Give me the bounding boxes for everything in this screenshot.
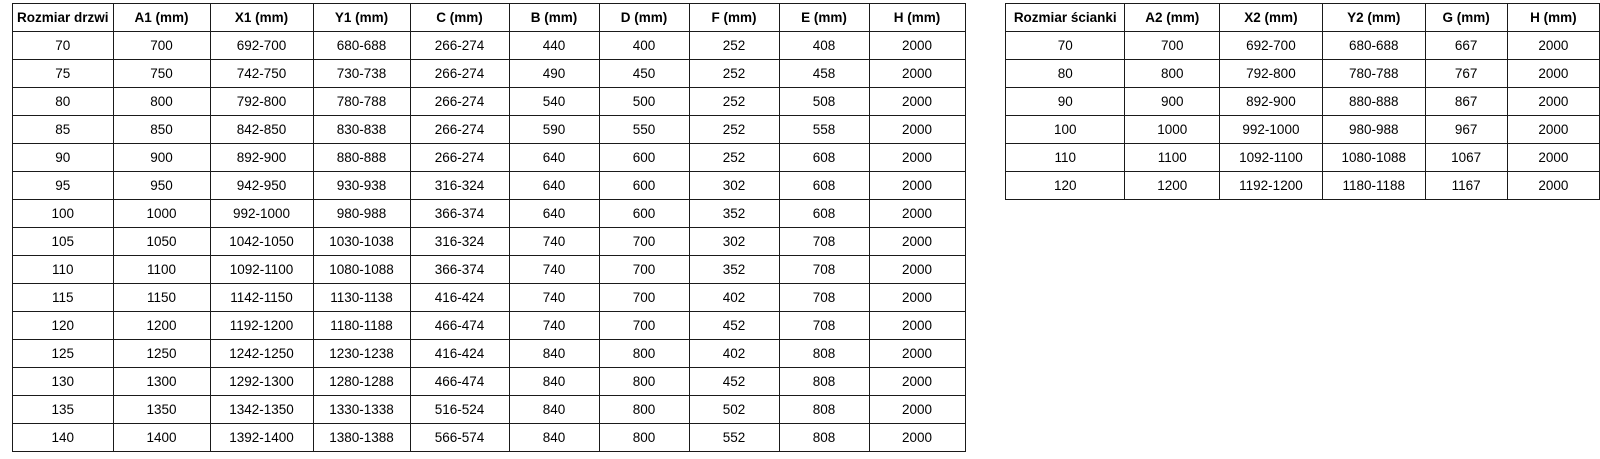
table-cell: 516-524 (410, 396, 509, 424)
table-cell: 2000 (869, 32, 965, 60)
table-cell: 1230-1238 (313, 340, 410, 368)
table-cell: 2000 (869, 88, 965, 116)
table-cell: 252 (689, 32, 779, 60)
table-row (13, 312, 966, 340)
table-cell: 105 (13, 228, 114, 256)
table-cell: 1400 (113, 424, 210, 452)
table-cell: 500 (599, 88, 689, 116)
walls-column-header: G (mm) (1425, 4, 1507, 32)
table-row (1006, 32, 1600, 60)
table-cell: 450 (599, 60, 689, 88)
table-cell: 2000 (869, 340, 965, 368)
table-cell: 680-688 (1322, 32, 1425, 60)
table-cell: 708 (779, 284, 869, 312)
table-cell: 700 (599, 228, 689, 256)
table-cell: 930-938 (313, 172, 410, 200)
table-cell: 2000 (869, 60, 965, 88)
doors-column-header: F (mm) (689, 4, 779, 32)
table-row (1006, 144, 1600, 172)
table-cell: 2000 (869, 284, 965, 312)
table-cell: 502 (689, 396, 779, 424)
table-cell: 1300 (113, 368, 210, 396)
table-row (1006, 116, 1600, 144)
table-cell: 1200 (113, 312, 210, 340)
table-cell: 1180-1188 (1322, 172, 1425, 200)
table-cell: 2000 (1507, 116, 1599, 144)
table-cell: 700 (599, 284, 689, 312)
table-cell: 316-324 (410, 172, 509, 200)
table-cell: 800 (1125, 60, 1220, 88)
table-row (1006, 172, 1600, 200)
table-row (13, 396, 966, 424)
table-cell: 416-424 (410, 340, 509, 368)
table-cell: 700 (599, 312, 689, 340)
table-cell: 2000 (1507, 172, 1599, 200)
table-cell: 792-800 (1220, 60, 1323, 88)
table-cell: 1392-1400 (210, 424, 313, 452)
table-cell: 740 (509, 284, 599, 312)
table-cell: 266-274 (410, 60, 509, 88)
table-cell: 880-888 (313, 144, 410, 172)
table-cell: 252 (689, 144, 779, 172)
table-row (13, 200, 966, 228)
table-cell: 140 (13, 424, 114, 452)
doors-dimensions-table-container (12, 3, 966, 452)
table-cell: 708 (779, 228, 869, 256)
table-cell: 980-988 (1322, 116, 1425, 144)
table-cell: 110 (13, 256, 114, 284)
table-cell: 792-800 (210, 88, 313, 116)
table-cell: 252 (689, 88, 779, 116)
table-cell: 1380-1388 (313, 424, 410, 452)
table-cell: 808 (779, 368, 869, 396)
table-cell: 1130-1138 (313, 284, 410, 312)
table-cell: 608 (779, 144, 869, 172)
walls-column-header: X2 (mm) (1220, 4, 1323, 32)
table-cell: 840 (509, 424, 599, 452)
table-cell: 1050 (113, 228, 210, 256)
table-cell: 740 (509, 228, 599, 256)
table-cell: 640 (509, 172, 599, 200)
table-row (13, 88, 966, 116)
doors-column-header: H (mm) (869, 4, 965, 32)
table-row (13, 60, 966, 88)
table-cell: 466-474 (410, 312, 509, 340)
table-cell: 800 (599, 340, 689, 368)
doors-column-header: D (mm) (599, 4, 689, 32)
table-cell: 608 (779, 172, 869, 200)
table-cell: 740 (509, 312, 599, 340)
walls-dimensions-table (1005, 3, 1600, 200)
table-cell: 1042-1050 (210, 228, 313, 256)
table-cell: 680-688 (313, 32, 410, 60)
table-cell: 2000 (869, 368, 965, 396)
table-cell: 892-900 (1220, 88, 1323, 116)
table-cell: 316-324 (410, 228, 509, 256)
doors-dimensions-table (12, 3, 966, 452)
table-cell: 2000 (1507, 60, 1599, 88)
table-cell: 2000 (869, 172, 965, 200)
table-cell: 95 (13, 172, 114, 200)
table-cell: 800 (599, 424, 689, 452)
table-cell: 708 (779, 312, 869, 340)
table-cell: 266-274 (410, 88, 509, 116)
table-cell: 130 (13, 368, 114, 396)
table-cell: 700 (599, 256, 689, 284)
doors-column-header: Rozmiar drzwi (13, 4, 114, 32)
table-cell: 402 (689, 284, 779, 312)
table-cell: 266-274 (410, 116, 509, 144)
table-cell: 742-750 (210, 60, 313, 88)
table-cell: 1167 (1425, 172, 1507, 200)
table-cell: 75 (13, 60, 114, 88)
table-cell: 808 (779, 340, 869, 368)
table-cell: 880-888 (1322, 88, 1425, 116)
table-row (13, 116, 966, 144)
table-cell: 967 (1425, 116, 1507, 144)
table-cell: 252 (689, 60, 779, 88)
table-cell: 992-1000 (210, 200, 313, 228)
table-row (13, 256, 966, 284)
table-cell: 552 (689, 424, 779, 452)
table-cell: 1330-1338 (313, 396, 410, 424)
table-cell: 490 (509, 60, 599, 88)
table-cell: 800 (599, 396, 689, 424)
table-cell: 2000 (1507, 32, 1599, 60)
table-cell: 302 (689, 172, 779, 200)
table-cell: 850 (113, 116, 210, 144)
doors-column-header: A1 (mm) (113, 4, 210, 32)
table-cell: 1150 (113, 284, 210, 312)
table-cell: 1080-1088 (1322, 144, 1425, 172)
table-cell: 452 (689, 312, 779, 340)
table-cell: 840 (509, 396, 599, 424)
table-cell: 708 (779, 256, 869, 284)
table-cell: 600 (599, 172, 689, 200)
table-cell: 120 (1006, 172, 1125, 200)
table-cell: 808 (779, 396, 869, 424)
table-cell: 352 (689, 256, 779, 284)
table-cell: 867 (1425, 88, 1507, 116)
table-row (13, 284, 966, 312)
table-cell: 2000 (869, 312, 965, 340)
table-row (1006, 60, 1600, 88)
table-cell: 1242-1250 (210, 340, 313, 368)
table-cell: 600 (599, 200, 689, 228)
table-cell: 70 (1006, 32, 1125, 60)
table-cell: 750 (113, 60, 210, 88)
table-cell: 1092-1100 (210, 256, 313, 284)
table-cell: 692-700 (210, 32, 313, 60)
table-cell: 842-850 (210, 116, 313, 144)
table-cell: 2000 (869, 228, 965, 256)
doors-table-body (13, 32, 966, 452)
table-cell: 950 (113, 172, 210, 200)
table-cell: 400 (599, 32, 689, 60)
table-cell: 115 (13, 284, 114, 312)
table-cell: 540 (509, 88, 599, 116)
table-cell: 1067 (1425, 144, 1507, 172)
table-cell: 90 (13, 144, 114, 172)
table-cell: 700 (113, 32, 210, 60)
table-cell: 992-1000 (1220, 116, 1323, 144)
table-cell: 767 (1425, 60, 1507, 88)
table-row (13, 340, 966, 368)
table-cell: 740 (509, 256, 599, 284)
table-cell: 640 (509, 200, 599, 228)
table-cell: 2000 (869, 116, 965, 144)
table-cell: 2000 (1507, 88, 1599, 116)
table-cell: 640 (509, 144, 599, 172)
table-cell: 2000 (869, 424, 965, 452)
walls-column-header: Rozmiar ścianki (1006, 4, 1125, 32)
table-cell: 120 (13, 312, 114, 340)
table-cell: 2000 (1507, 144, 1599, 172)
table-cell: 1250 (113, 340, 210, 368)
table-cell: 550 (599, 116, 689, 144)
walls-column-header: H (mm) (1507, 4, 1599, 32)
table-cell: 70 (13, 32, 114, 60)
table-cell: 700 (1125, 32, 1220, 60)
table-cell: 1000 (113, 200, 210, 228)
table-cell: 2000 (869, 200, 965, 228)
table-cell: 416-424 (410, 284, 509, 312)
table-cell: 440 (509, 32, 599, 60)
table-cell: 1200 (1125, 172, 1220, 200)
table-cell: 800 (113, 88, 210, 116)
table-cell: 1080-1088 (313, 256, 410, 284)
table-row (13, 144, 966, 172)
table-cell: 1180-1188 (313, 312, 410, 340)
table-cell: 2000 (869, 256, 965, 284)
table-cell: 900 (113, 144, 210, 172)
table-cell: 892-900 (210, 144, 313, 172)
table-row (1006, 88, 1600, 116)
doors-table-head (13, 4, 966, 32)
table-cell: 608 (779, 200, 869, 228)
table-cell: 730-738 (313, 60, 410, 88)
table-cell: 252 (689, 116, 779, 144)
table-cell: 1292-1300 (210, 368, 313, 396)
table-cell: 942-950 (210, 172, 313, 200)
table-cell: 1350 (113, 396, 210, 424)
table-cell: 125 (13, 340, 114, 368)
doors-column-header: Y1 (mm) (313, 4, 410, 32)
table-cell: 1092-1100 (1220, 144, 1323, 172)
table-cell: 90 (1006, 88, 1125, 116)
table-cell: 110 (1006, 144, 1125, 172)
table-cell: 692-700 (1220, 32, 1323, 60)
table-cell: 1100 (1125, 144, 1220, 172)
table-cell: 366-374 (410, 200, 509, 228)
table-header-row (13, 4, 966, 32)
table-cell: 600 (599, 144, 689, 172)
table-cell: 900 (1125, 88, 1220, 116)
table-cell: 1030-1038 (313, 228, 410, 256)
table-cell: 402 (689, 340, 779, 368)
table-cell: 1192-1200 (210, 312, 313, 340)
doors-column-header: E (mm) (779, 4, 869, 32)
table-cell: 2000 (869, 396, 965, 424)
walls-table-head (1006, 4, 1600, 32)
table-cell: 808 (779, 424, 869, 452)
table-cell: 135 (13, 396, 114, 424)
table-cell: 80 (1006, 60, 1125, 88)
table-cell: 352 (689, 200, 779, 228)
walls-table-body (1006, 32, 1600, 200)
table-cell: 558 (779, 116, 869, 144)
table-cell: 800 (599, 368, 689, 396)
table-cell: 566-574 (410, 424, 509, 452)
table-cell: 408 (779, 32, 869, 60)
doors-column-header: B (mm) (509, 4, 599, 32)
table-cell: 266-274 (410, 32, 509, 60)
table-cell: 85 (13, 116, 114, 144)
table-cell: 840 (509, 368, 599, 396)
walls-column-header: Y2 (mm) (1322, 4, 1425, 32)
table-cell: 2000 (869, 144, 965, 172)
table-cell: 590 (509, 116, 599, 144)
walls-column-header: A2 (mm) (1125, 4, 1220, 32)
table-cell: 266-274 (410, 144, 509, 172)
table-cell: 780-788 (1322, 60, 1425, 88)
table-cell: 100 (1006, 116, 1125, 144)
table-cell: 1142-1150 (210, 284, 313, 312)
table-header-row (1006, 4, 1600, 32)
table-cell: 1280-1288 (313, 368, 410, 396)
table-row (13, 368, 966, 396)
table-row (13, 424, 966, 452)
table-cell: 458 (779, 60, 869, 88)
table-row (13, 32, 966, 60)
table-cell: 366-374 (410, 256, 509, 284)
table-row (13, 172, 966, 200)
table-cell: 452 (689, 368, 779, 396)
table-cell: 840 (509, 340, 599, 368)
table-cell: 466-474 (410, 368, 509, 396)
table-cell: 1192-1200 (1220, 172, 1323, 200)
table-cell: 1100 (113, 256, 210, 284)
table-cell: 100 (13, 200, 114, 228)
table-cell: 302 (689, 228, 779, 256)
table-row (13, 228, 966, 256)
table-cell: 780-788 (313, 88, 410, 116)
table-cell: 980-988 (313, 200, 410, 228)
table-cell: 830-838 (313, 116, 410, 144)
table-cell: 80 (13, 88, 114, 116)
walls-dimensions-table-container (1005, 3, 1600, 200)
table-cell: 667 (1425, 32, 1507, 60)
doors-column-header: C (mm) (410, 4, 509, 32)
doors-column-header: X1 (mm) (210, 4, 313, 32)
table-cell: 508 (779, 88, 869, 116)
table-cell: 1342-1350 (210, 396, 313, 424)
table-cell: 1000 (1125, 116, 1220, 144)
